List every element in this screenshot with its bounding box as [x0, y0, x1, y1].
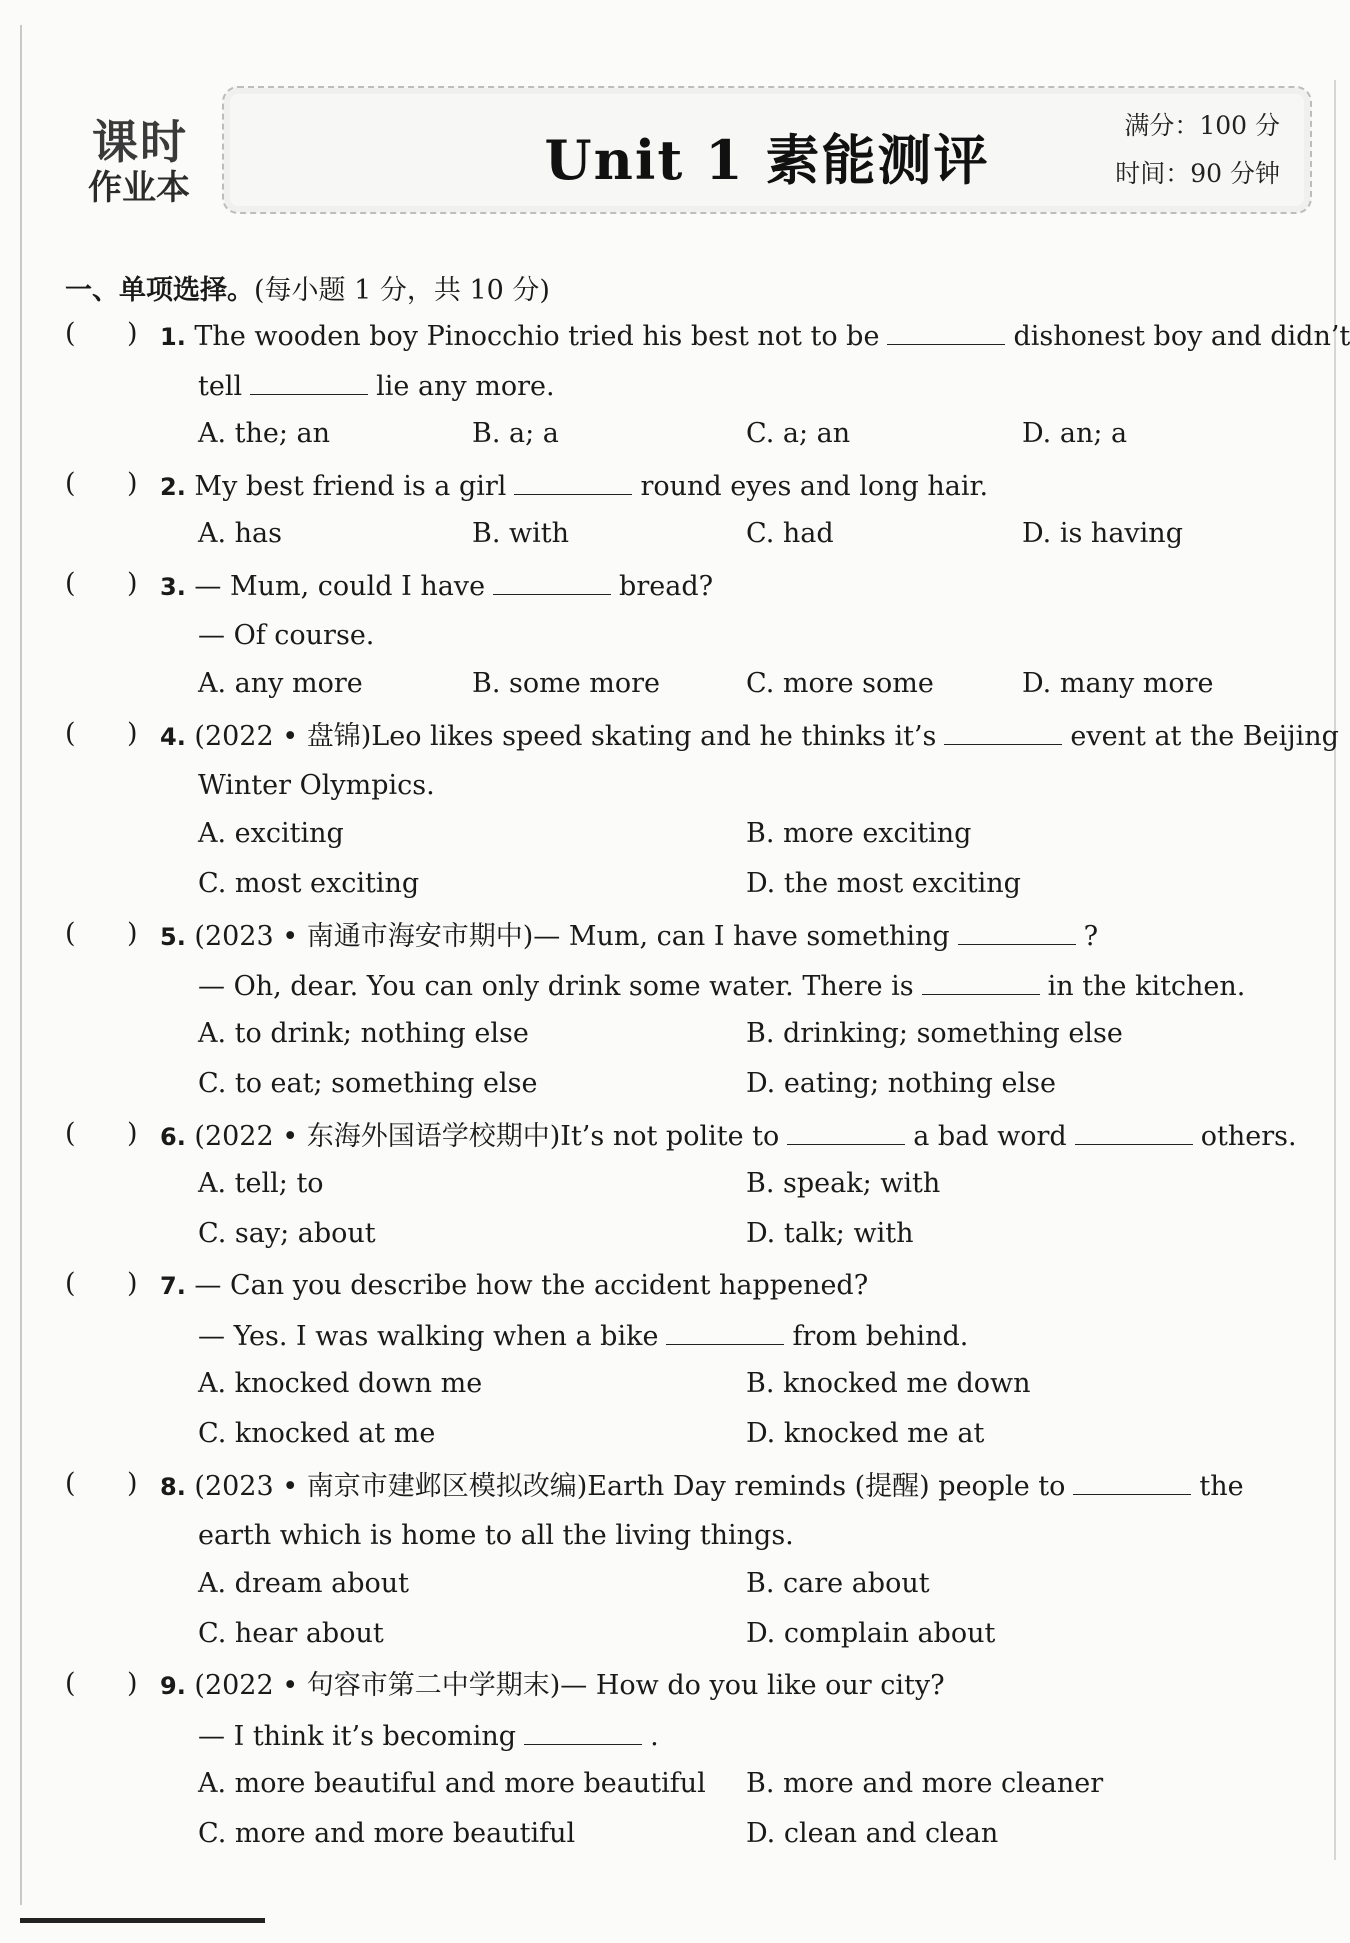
- option-d[interactable]: D. complain about: [746, 1618, 996, 1649]
- question-line: [160, 918, 1098, 955]
- option-b[interactable]: B. care about: [746, 1568, 930, 1599]
- question-text: in the kitchen.: [1047, 971, 1246, 1002]
- option-b[interactable]: B. more and more cleaner: [746, 1768, 1104, 1799]
- question-number: 9.: [160, 1672, 186, 1700]
- option-c[interactable]: C. a; an: [746, 418, 851, 449]
- question-text: others.: [1200, 1121, 1297, 1152]
- option-b[interactable]: B. with: [472, 518, 569, 549]
- answer-paren: ( ): [65, 1668, 138, 1699]
- option-b[interactable]: B. more exciting: [746, 818, 972, 849]
- answer-paren: ( ): [65, 718, 138, 749]
- question-text: (2023 • 南京市建邺区模拟改编)Earth Day reminds (提醒) people to: [194, 1471, 1066, 1502]
- question-line: [160, 1118, 1297, 1155]
- answer-paren: ( ): [65, 318, 138, 349]
- question-text: — Of course.: [198, 620, 375, 651]
- question-text: ?: [1083, 921, 1099, 952]
- answer-blank[interactable]: [1073, 1468, 1191, 1495]
- question-number: 3.: [160, 573, 186, 601]
- page-title: Unit 1 素能测评: [544, 128, 990, 192]
- left-margin-rule: [20, 25, 22, 1905]
- answer-blank[interactable]: [958, 918, 1076, 945]
- question-text: (2023 • 南通市海安市期中)— Mum, can I have something: [194, 921, 950, 952]
- question-text: The wooden boy Pinocchio tried his best not to be: [194, 321, 880, 352]
- question-text: My best friend is a girl: [194, 471, 507, 502]
- logo-top-text: 课时: [92, 115, 188, 169]
- option-c[interactable]: C. knocked at me: [198, 1418, 436, 1449]
- question-text: — Oh, dear. You can only drink some water. There is: [198, 971, 914, 1002]
- question-text: from behind.: [792, 1321, 969, 1352]
- answer-blank[interactable]: [524, 1718, 642, 1745]
- answer-paren: ( ): [65, 1118, 138, 1149]
- question-text: (2022 • 盘锦)Leo likes speed skating and he thinks it’s: [194, 721, 937, 752]
- question-text: earth which is home to all the living things.: [198, 1520, 794, 1551]
- option-c[interactable]: C. say; about: [198, 1218, 376, 1249]
- answer-blank[interactable]: [666, 1318, 784, 1345]
- question-text: — Can you describe how the accident happened?: [194, 1270, 869, 1301]
- option-a[interactable]: A. knocked down me: [198, 1368, 483, 1399]
- answer-paren: ( ): [65, 918, 138, 949]
- bottom-rule: [20, 1918, 265, 1923]
- question-line: [198, 368, 555, 405]
- question-text: .: [650, 1721, 659, 1752]
- answer-paren: ( ): [65, 568, 138, 599]
- option-c[interactable]: C. most exciting: [198, 868, 420, 899]
- full-score: 满分：100 分: [1124, 111, 1280, 140]
- section-heading: 一、单项选择。: [65, 275, 254, 306]
- question-line: [198, 1718, 659, 1755]
- option-d[interactable]: D. talk; with: [746, 1218, 914, 1249]
- question-text: (2022 • 东海外国语学校期中)It’s not polite to: [194, 1121, 780, 1152]
- option-a[interactable]: A. more beautiful and more beautiful: [198, 1768, 706, 1799]
- option-d[interactable]: D. clean and clean: [746, 1818, 999, 1849]
- question-number: 6.: [160, 1123, 186, 1151]
- question-text: a bad word: [913, 1121, 1067, 1152]
- answer-paren: ( ): [65, 1468, 138, 1499]
- section-title: [65, 268, 550, 307]
- question-line: [160, 1468, 1244, 1505]
- answer-paren: ( ): [65, 1268, 138, 1299]
- option-c[interactable]: C. hear about: [198, 1618, 384, 1649]
- option-a[interactable]: A. exciting: [198, 818, 344, 849]
- question-number: 2.: [160, 473, 186, 501]
- question-line: [160, 318, 1350, 355]
- question-text: round eyes and long hair.: [640, 471, 989, 502]
- option-a[interactable]: A. dream about: [198, 1568, 409, 1599]
- option-a[interactable]: A. has: [198, 518, 283, 549]
- option-c[interactable]: C. more some: [746, 668, 934, 699]
- question-number: 4.: [160, 723, 186, 751]
- option-c[interactable]: C. had: [746, 518, 834, 549]
- option-a[interactable]: A. the; an: [198, 418, 331, 449]
- answer-blank[interactable]: [493, 568, 611, 595]
- option-b[interactable]: B. speak; with: [746, 1168, 941, 1199]
- option-a[interactable]: A. to drink; nothing else: [198, 1018, 529, 1049]
- section-note: (每小题 1 分，共 10 分): [254, 275, 550, 306]
- answer-blank[interactable]: [944, 718, 1062, 745]
- question-text: — I think it’s becoming: [198, 1721, 517, 1752]
- question-text: (2022 • 句容市第二中学期末)— How do you like our city?: [194, 1670, 945, 1701]
- question-line: [160, 718, 1339, 755]
- option-c[interactable]: C. to eat; something else: [198, 1068, 538, 1099]
- option-a[interactable]: A. any more: [198, 668, 363, 699]
- question-line: [160, 468, 988, 505]
- option-b[interactable]: B. knocked me down: [746, 1368, 1031, 1399]
- option-b[interactable]: B. a; a: [472, 418, 559, 449]
- header-box: [222, 86, 1312, 214]
- question-line: [198, 1318, 968, 1355]
- answer-blank[interactable]: [887, 318, 1005, 345]
- question-text: lie any more.: [376, 371, 555, 402]
- option-d[interactable]: D. an; a: [1022, 418, 1128, 449]
- option-b[interactable]: B. drinking; something else: [746, 1018, 1123, 1049]
- logo-bottom-text: 作业本: [88, 168, 190, 208]
- question-text: Winter Olympics.: [198, 770, 435, 801]
- question-number: 8.: [160, 1473, 186, 1501]
- question-text: dishonest boy and didn’t: [1013, 321, 1350, 352]
- option-d[interactable]: D. eating; nothing else: [746, 1068, 1056, 1099]
- answer-blank[interactable]: [250, 368, 368, 395]
- time-limit: 时间：90 分钟: [1115, 159, 1280, 188]
- logo: [72, 94, 217, 212]
- question-line: [198, 968, 1245, 1005]
- option-d[interactable]: D. is having: [1022, 518, 1183, 549]
- option-d[interactable]: D. the most exciting: [746, 868, 1021, 899]
- question-text: bread?: [619, 571, 714, 602]
- question-text: tell: [198, 371, 243, 402]
- answer-blank[interactable]: [787, 1118, 905, 1145]
- question-number: 7.: [160, 1272, 186, 1300]
- answer-blank[interactable]: [1075, 1118, 1193, 1145]
- option-c[interactable]: C. more and more beautiful: [198, 1818, 576, 1849]
- option-d[interactable]: D. many more: [1022, 668, 1214, 699]
- question-text: the: [1199, 1471, 1244, 1502]
- answer-blank[interactable]: [922, 968, 1040, 995]
- question-line: [160, 568, 713, 605]
- answer-blank[interactable]: [514, 468, 632, 495]
- option-d[interactable]: D. knocked me at: [746, 1418, 985, 1449]
- question-text: event at the Beijing: [1070, 721, 1339, 752]
- option-a[interactable]: A. tell; to: [198, 1168, 324, 1199]
- question-line: [160, 1668, 945, 1704]
- answer-paren: ( ): [65, 468, 138, 499]
- option-b[interactable]: B. some more: [472, 668, 661, 699]
- question-line: [160, 1268, 868, 1304]
- question-number: 1.: [160, 323, 186, 351]
- question-text: — Yes. I was walking when a bike: [198, 1321, 659, 1352]
- question-number: 5.: [160, 923, 186, 951]
- question-text: — Mum, could I have: [194, 571, 486, 602]
